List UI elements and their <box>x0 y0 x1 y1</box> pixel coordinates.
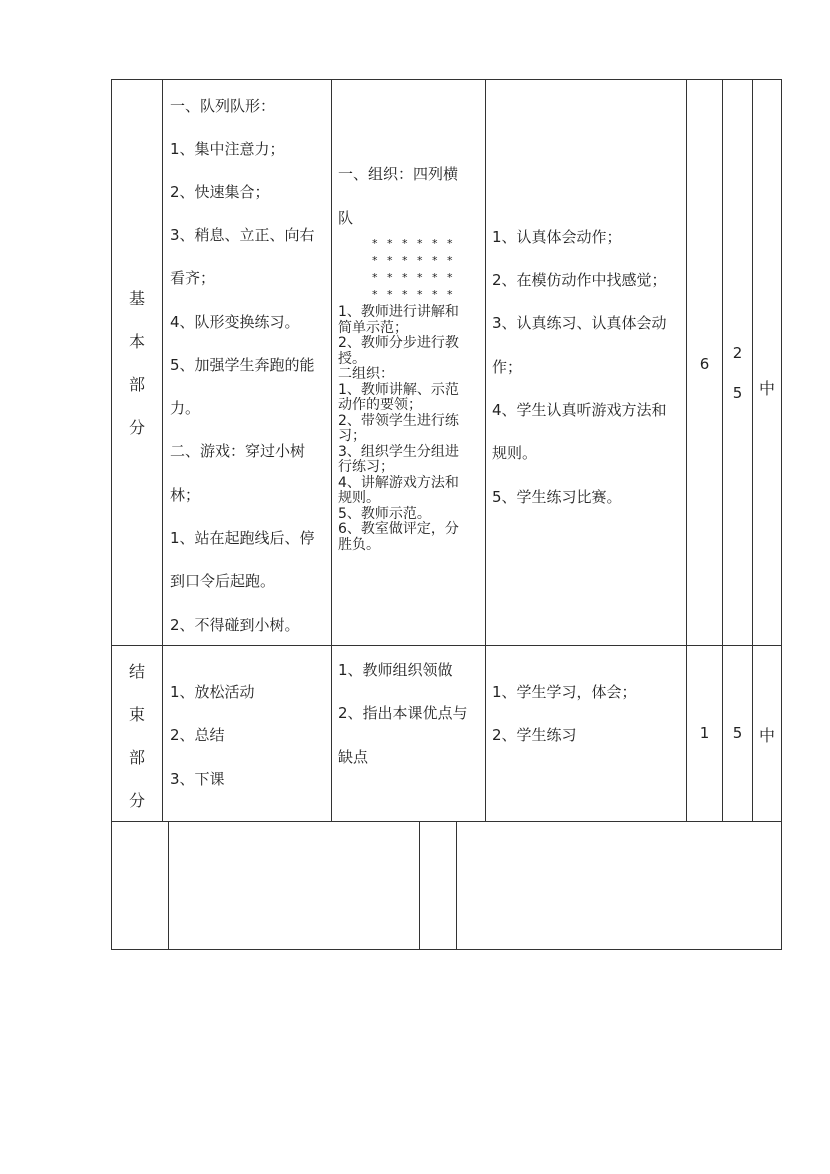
section-label-end: 结 束 部 分 <box>128 662 145 810</box>
content-line: 4、队形变换练习。 <box>170 313 300 331</box>
table-border-top <box>111 79 782 80</box>
formation-row: * * * * * * <box>372 271 456 284</box>
student-line: 4、学生认真听游戏方法和 <box>492 401 667 419</box>
row-divider <box>111 645 782 646</box>
col-divider <box>686 79 687 822</box>
student-line: 作； <box>492 358 523 376</box>
content-line: 3、下课 <box>170 770 225 788</box>
org-line: 1、教师组织领做 <box>338 661 453 679</box>
col-divider <box>456 821 457 950</box>
org-body: 1、教师进行讲解和 简单示范； 2、教师分步进行教 授。 二组织： 1、教师讲解、示范 动作的要领； 2、带领学生进行练 习； 3、组织学生分组进 行练习； 4、讲解游戏方法和 规则。 5、教师示范。 6、教室做评定，分 胜负。 <box>338 304 459 553</box>
col-divider <box>485 79 486 822</box>
row-divider <box>111 821 782 822</box>
col-divider <box>419 821 420 950</box>
content-line: 1、站在起跑线后、停 <box>170 529 315 547</box>
content-line: 林； <box>170 486 201 504</box>
basic-time: 2 5 <box>732 344 743 402</box>
content-line: 2、不得碰到小树。 <box>170 616 300 634</box>
content-line: 一、队列队形： <box>170 97 276 115</box>
student-line: 1、认真体会动作； <box>492 228 622 246</box>
content-line: 2、总结 <box>170 726 225 744</box>
student-line: 2、学生练习 <box>492 726 577 744</box>
student-line: 5、学生练习比赛。 <box>492 488 622 506</box>
org-line: 一、组织：四列横 <box>338 165 459 183</box>
content-line: 到口令后起跑。 <box>170 572 276 590</box>
content-line: 二、游戏：穿过小树 <box>170 442 306 460</box>
content-line: 1、集中注意力； <box>170 140 285 158</box>
content-line: 看齐； <box>170 269 216 287</box>
formation-diagram <box>372 235 455 303</box>
basic-intensity: 中 <box>758 379 775 398</box>
org-line: 队 <box>338 209 354 227</box>
col-divider <box>752 79 753 822</box>
student-line: 2、在模仿动作中找感觉； <box>492 271 667 289</box>
col-divider <box>331 79 332 822</box>
content-line: 力。 <box>170 399 201 417</box>
basic-count: 6 <box>699 355 710 373</box>
student-line: 1、学生学习，体会； <box>492 683 637 701</box>
col-divider <box>162 79 163 822</box>
content-line: 5、加强学生奔跑的能 <box>170 356 315 374</box>
content-line: 2、快速集合； <box>170 183 270 201</box>
org-line: 缺点 <box>338 748 369 766</box>
student-line: 3、认真练习、认真体会动 <box>492 314 667 332</box>
content-line: 1、放松活动 <box>170 683 255 701</box>
content-line: 3、稍息、立正、向右 <box>170 226 315 244</box>
col-divider <box>722 79 723 822</box>
formation-row: * * * * * * <box>372 288 456 301</box>
org-line: 2、指出本课优点与 <box>338 704 468 722</box>
col-divider <box>168 821 169 950</box>
table-border-bottom <box>111 949 782 950</box>
end-intensity: 中 <box>758 726 775 745</box>
end-count: 1 <box>699 724 710 742</box>
table-border-right <box>781 79 782 950</box>
formation-row: * * * * * * <box>372 254 456 267</box>
end-time: 5 <box>732 724 743 742</box>
formation-row: * * * * * * <box>372 237 456 250</box>
student-line: 规则。 <box>492 444 538 462</box>
section-label-basic: 基 本 部 分 <box>128 289 145 437</box>
